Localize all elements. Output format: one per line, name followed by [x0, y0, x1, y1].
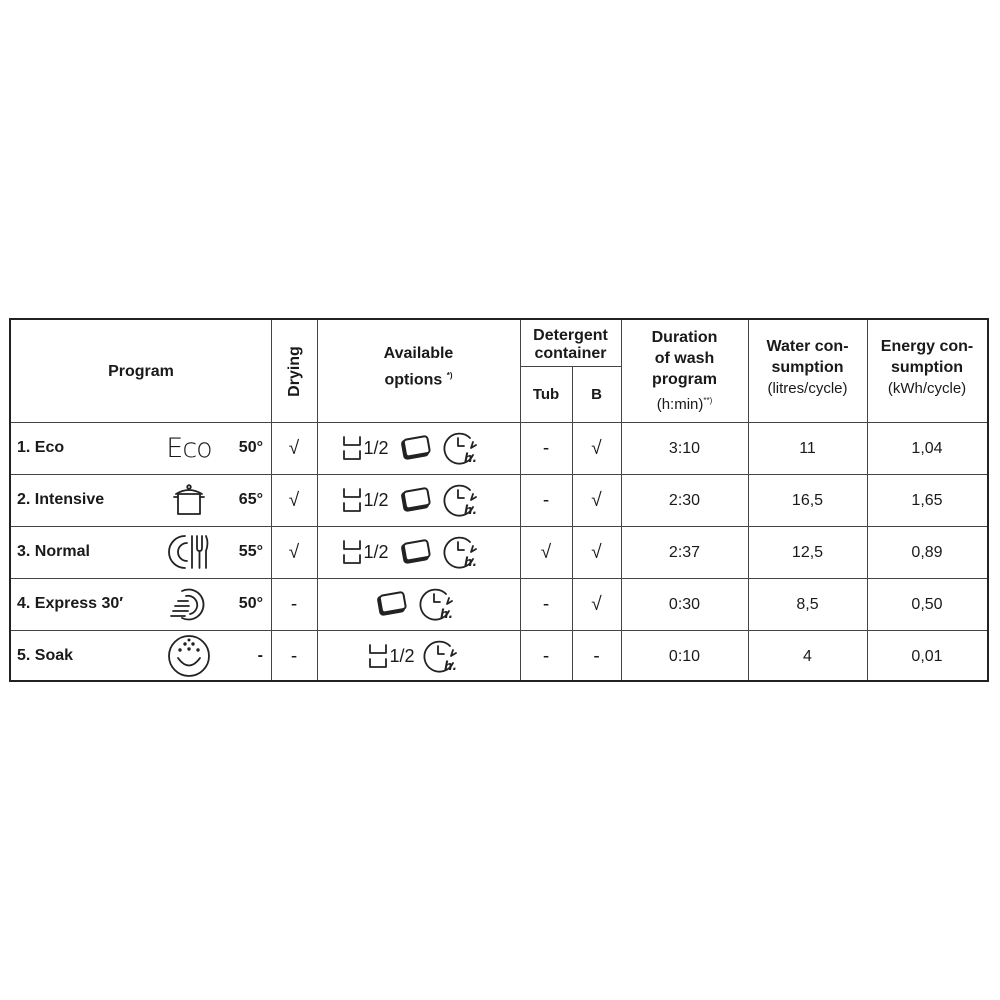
pot-icon [159, 474, 219, 526]
program-name: 2. Intensive [17, 491, 105, 508]
header-water-line2: sumption [771, 358, 844, 376]
program-temperature: 50° [238, 595, 263, 612]
program-table [9, 318, 989, 682]
program-temperature: - [257, 647, 263, 664]
half-load-icon: 1/2 [341, 433, 389, 463]
drying-cell: - [290, 645, 298, 667]
header-program [11, 320, 271, 422]
duration-cell: 0:10 [668, 647, 701, 665]
energy-cell: 1,04 [911, 439, 943, 457]
svg-text:h.: h. [463, 555, 477, 569]
water-cell: 12,5 [791, 543, 824, 561]
header-tub [520, 366, 572, 422]
delay-timer-icon [423, 638, 459, 674]
header-drying [271, 320, 317, 422]
drying-cell: √ [288, 489, 300, 511]
b-cell: - [593, 645, 600, 667]
header-energy-unit: (kWh/cycle) [887, 379, 967, 397]
tub-cell: - [542, 645, 550, 667]
program-temperature: 55° [238, 543, 263, 560]
header-b-label: B [591, 385, 602, 403]
delay-timer-icon [443, 430, 479, 466]
options-cell [373, 578, 455, 630]
header-drying-label: Drying [285, 345, 303, 397]
header-energy-line2: sumption [891, 358, 963, 376]
energy-cell: 0,89 [911, 543, 943, 561]
drying-cell: - [290, 593, 298, 615]
delay-timer-icon [419, 586, 455, 622]
tub-cell: √ [540, 541, 552, 563]
water-cell: 4 [803, 647, 812, 665]
options-cell [341, 526, 479, 578]
b-cell: √ [591, 437, 602, 459]
tablet-icon [397, 484, 435, 516]
header-detergent-container [520, 320, 621, 366]
plate-cutlery-icon [159, 526, 219, 578]
half-load-icon: 1/2 [341, 537, 389, 567]
duration-cell: 0:30 [668, 595, 701, 613]
drying-cell: √ [288, 437, 300, 459]
header-program-label: Program [108, 362, 174, 380]
header-duration-line2: of wash [654, 350, 715, 367]
tablet-icon [397, 432, 435, 464]
b-cell: √ [591, 489, 602, 511]
header-duration-line1: Duration [651, 329, 718, 346]
energy-cell: 0,50 [911, 595, 943, 613]
tub-cell: - [542, 593, 550, 615]
svg-text:h.: h. [463, 451, 477, 465]
program-name: 4. Express 30′ [17, 595, 124, 612]
header-water [748, 320, 867, 422]
eco-icon: Eco [166, 432, 212, 464]
svg-text:h.: h. [443, 659, 457, 673]
half-load-icon: 1/2 [367, 641, 415, 671]
svg-text:h.: h. [439, 607, 453, 621]
program-name: 5. Soak [17, 647, 74, 664]
delay-timer-icon [443, 482, 479, 518]
tablet-icon [373, 588, 411, 620]
program-temperature: 50° [238, 439, 263, 456]
b-cell: √ [591, 541, 602, 563]
tablet-icon [397, 536, 435, 568]
header-duration [621, 320, 748, 422]
header-b [572, 366, 621, 422]
header-energy [867, 320, 987, 422]
tub-cell: - [542, 437, 550, 459]
water-cell: 8,5 [796, 595, 819, 613]
drying-cell: √ [288, 541, 300, 563]
half-load-icon: 1/2 [341, 485, 389, 515]
duration-cell: 3:10 [668, 439, 701, 457]
options-cell [341, 474, 479, 526]
duration-cell: 2:30 [668, 491, 701, 509]
program-name: 1. Eco [17, 439, 65, 456]
express-plate-icon [159, 578, 219, 630]
tub-cell: - [542, 489, 550, 511]
header-detergent-label: Detergent container [533, 327, 608, 362]
svg-text:h.: h. [463, 503, 477, 517]
water-cell: 16,5 [791, 491, 824, 509]
header-available-options [317, 320, 520, 422]
duration-cell: 2:37 [668, 543, 701, 561]
delay-timer-icon [443, 534, 479, 570]
soak-icon [159, 630, 219, 682]
energy-cell: 0,01 [911, 647, 943, 665]
header-duration-unit: (h:min)**) [656, 396, 713, 413]
b-cell: √ [591, 593, 602, 615]
program-temperature: 65° [238, 491, 263, 508]
options-cell [341, 422, 479, 474]
header-available-options-label: Available options *) [383, 344, 454, 389]
header-duration-line3: program [652, 371, 717, 388]
header-water-unit: (litres/cycle) [767, 379, 848, 397]
energy-cell: 1,65 [911, 491, 943, 509]
header-energy-line1: Energy con- [880, 337, 974, 355]
header-water-line1: Water con- [766, 337, 849, 355]
program-name: 3. Normal [17, 543, 90, 560]
options-cell [367, 630, 459, 682]
header-tub-label: Tub [532, 385, 560, 403]
water-cell: 11 [799, 439, 816, 457]
